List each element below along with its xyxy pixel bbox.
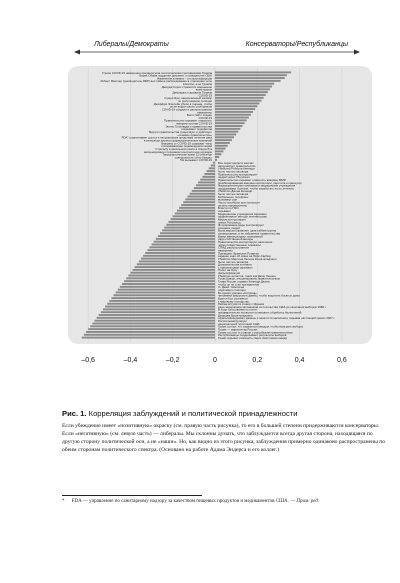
bar-label: 5G вызывает COVID-19 — [180, 158, 212, 163]
bar-label: COVID-19 — [198, 115, 212, 120]
bar — [156, 238, 215, 240]
figure-caption — [62, 409, 392, 419]
x-tick-label: –0,2 — [165, 357, 180, 364]
bar-label: по уничтожению полиции — [177, 98, 212, 103]
bar-label: Убийство Джона Кеннеди — [218, 189, 253, 194]
bar-label: Убийство артистов, таких как Джон Леннон — [218, 273, 276, 278]
bar-label: сильно преувеличено — [218, 203, 248, 208]
bar-label: ради задержания заложников из посольства США до окончания выборов 1980 г. — [218, 304, 327, 309]
bar-label: через лекарственные химикаты — [218, 242, 261, 247]
bar-label: Джорджа Буша-младшего — [218, 313, 253, 318]
bar-label: Внутри правительства существует и действует — [149, 130, 212, 135]
bar — [215, 125, 242, 127]
bar-label: Роберт Мюллер (руководитель ФБР) вел тайное расследование в отношении четы — [100, 79, 212, 84]
bar — [213, 162, 215, 164]
bar — [143, 255, 215, 257]
bar-label: Фармацевтические компании и медицинские учреждения — [218, 183, 296, 188]
bar — [215, 142, 230, 144]
bar — [99, 314, 215, 316]
bar — [188, 196, 215, 198]
bar-label: Правительство контролирует население — [218, 240, 273, 245]
bar-label: Медицинские учреждения скрывают — [218, 211, 267, 216]
bar-label: Трамп состоит в сговоре с российским правительством — [218, 330, 293, 335]
bar — [215, 131, 238, 133]
bar-label: Джеффри Эпштейн убили в тюрьме, чтобы — [153, 101, 212, 106]
bar — [147, 249, 215, 251]
bar-label: Правительство скрывает опасность — [164, 118, 212, 123]
axis-arrow-right-head — [354, 50, 360, 55]
bar — [196, 184, 215, 186]
bar — [122, 283, 215, 285]
bar — [181, 204, 215, 206]
bar-label: вызывают рак — [218, 197, 237, 202]
bar — [215, 80, 281, 82]
bar-label: к мировому господству — [218, 299, 249, 304]
bar — [164, 227, 215, 229]
bar — [215, 108, 255, 110]
bar — [215, 111, 253, 113]
axis-arrow-left-head — [74, 50, 80, 55]
header-right-label: Консерваторы/Республиканцы — [245, 41, 348, 48]
bar — [141, 258, 215, 260]
bar-label: Миром контролирует — [218, 217, 247, 222]
bar — [88, 328, 215, 330]
bar-label: Правительство скрывает опасность вакцины MMR — [218, 177, 286, 182]
bar — [126, 277, 215, 279]
bar-label: предварительно пытаются остановить обработку бюллетеней — [218, 310, 302, 315]
bar — [158, 235, 215, 237]
bar-label: сфальсифицировал данные о занятости населения, скрывая настоящий кризис 2007 г. — [218, 316, 335, 321]
bar-label: Правительство контролирует — [218, 172, 258, 177]
bar — [215, 91, 268, 93]
bar — [183, 201, 215, 203]
bar — [215, 71, 291, 73]
bar — [198, 181, 215, 183]
bar — [177, 210, 215, 212]
bar — [200, 179, 215, 181]
bar-label: Элиты Голливуда и правительства — [165, 124, 212, 129]
header-left-label: Либералы/Демократы — [94, 41, 169, 48]
footnote-divider — [62, 495, 202, 496]
bar-label: намеренно — [218, 248, 233, 253]
bar — [190, 193, 215, 195]
bar — [114, 294, 215, 296]
bar-label: Власти по ГМО — [218, 206, 239, 211]
bar-label: Доказательства контакта — [218, 262, 252, 267]
bar-label: он не выдал своих сообщников — [169, 104, 212, 109]
bar-label: Убийство Роберта Кеннеди — [218, 166, 255, 171]
bar — [128, 275, 215, 277]
bar-label: скрывают — [218, 208, 231, 213]
bar-label: (комбинированная вакцина против кори, паротита и краснухи) — [218, 180, 302, 185]
bar-label: вакцины против COVID-19 — [176, 121, 212, 126]
bar — [82, 337, 215, 339]
bar-label: Изменение климата – это мистификация — [157, 76, 212, 81]
bar — [135, 266, 215, 268]
bar-label: COVID-19 создали и распространили — [161, 107, 212, 112]
bar — [215, 74, 287, 76]
footnote — [62, 499, 392, 506]
bar-label: придумывают болезни, чтобы заработать на их лечении — [218, 186, 294, 191]
bar-label: заранее знал об атаке на Пёрл-Харбор — [218, 254, 271, 259]
bar — [116, 291, 215, 293]
bar — [215, 159, 217, 161]
bar-label: чиновники разрушили дамбы, чтобы защитить богатых дома — [218, 293, 300, 298]
bar — [215, 88, 270, 90]
bar — [103, 308, 215, 310]
bar-label: Клинтон, а не Трампа — [182, 82, 212, 87]
bar-label: заговорщиков, а не избранные правительства — [218, 231, 280, 236]
bar — [209, 167, 215, 169]
bar — [215, 119, 247, 121]
bar-label: Демократы скрывали Трампа — [172, 90, 212, 95]
bar — [211, 165, 215, 167]
bar-label: Рейган вступил в сговор с Ираном — [218, 302, 265, 307]
bar — [120, 286, 215, 288]
bar — [207, 170, 215, 172]
bar-label: Фторирование воды контролирует — [218, 223, 264, 228]
figure-label: Рис. 1. — [62, 409, 87, 418]
bar-label: Братья Кох стремятся — [218, 296, 248, 301]
bar-label: Существует национальный заговор — [164, 96, 212, 101]
bar — [160, 232, 215, 234]
bar-label: эффективные методы лечения рака — [218, 214, 267, 219]
bar-label: Убийство Мартина Лютера Кинга-младшего — [218, 256, 277, 261]
bar-label: О. Джей. Симпсона — [218, 285, 245, 290]
bar-label: фальсификация — [218, 271, 241, 276]
caption-body-text: Если убеждение имеет «позитивную» окраску (см. правую часть рисунка), то его в большей степени придерживаются консерваторы. Если «негативную» (см. левую часть) — либералы. Мы склонны думать, что заблуждается всегда другая сторона, находящаяся по другую сторону политической оси, а не «наши». Но, как видно из этого рисунка, заблуждения примерно одинаково распространены по обеим сторонам политического спектра. (Основано на работе Адама Эндерса и его коллег.) — [62, 423, 386, 453]
bar — [215, 77, 285, 79]
bar — [145, 252, 215, 254]
bar — [107, 303, 215, 305]
x-tick-label: 0,2 — [252, 357, 263, 364]
bar-label: национальной политикой США — [218, 321, 260, 326]
x-tick-label: 0,6 — [336, 357, 347, 364]
bar-label: Джордж Сорос стремится свержению — [161, 84, 212, 89]
bar — [215, 117, 249, 119]
bar-label: было частью заговора — [218, 192, 249, 197]
bar — [215, 102, 259, 104]
bar-label: инсценирует правительство — [218, 163, 256, 168]
bar — [171, 218, 215, 220]
bar — [192, 190, 215, 192]
bar — [215, 145, 228, 147]
bar-label: намеренно — [197, 110, 212, 115]
bar — [215, 122, 245, 124]
bar — [185, 198, 215, 200]
bar-label: Трамп скрывал опасность своих симптомов ковида — [218, 335, 287, 340]
bar — [124, 280, 215, 282]
bar-label: Трамп солгал, что заразился ковидом, чтобы выиграть выборы — [218, 324, 304, 329]
bar — [215, 86, 272, 88]
bar-label: инсценировали сторонники контроля над оружием — [143, 149, 212, 154]
bar-label: Число погибших при холокосте — [218, 200, 260, 205]
bar-label: Стрельбу в начальной школе в Сэнди-Хук — [155, 146, 212, 151]
bar-label: семья Ротшильд — [218, 220, 241, 225]
footnote-source: Прим. ред. — [296, 499, 320, 504]
bar — [84, 334, 215, 336]
bar-label: было частью заговора — [218, 169, 249, 174]
bar — [130, 272, 215, 274]
bar — [215, 128, 240, 130]
bar-label: В ходе голосования по почте — [218, 307, 257, 312]
bar-label: Барак Обама подделал документ о гражданстве США — [139, 73, 212, 78]
bar-label: чтобы он не стал президентом — [218, 282, 260, 287]
bar-label: было частью заговора — [218, 259, 249, 264]
bar — [215, 148, 226, 150]
bar — [215, 105, 257, 107]
bar-label: сознание людей — [218, 225, 240, 230]
bar-label: Всем миром управляет одна тайная группа — [218, 228, 277, 233]
bar — [204, 173, 215, 175]
bar — [137, 263, 215, 265]
bar-label: Террористические атаки 11 сентября — [162, 152, 212, 157]
bar — [105, 306, 215, 308]
bar-label: совершила не «Аль-Каида» — [174, 155, 212, 160]
bar — [109, 300, 215, 302]
bar — [97, 317, 215, 319]
bar-label: Республиканцы подделывают результаты выборов — [218, 333, 287, 338]
bar-label: Россия манипулирует — [218, 319, 248, 324]
bar — [92, 323, 215, 325]
bar — [194, 187, 215, 189]
bar-label: подставило полиция — [218, 287, 246, 292]
bar — [162, 229, 215, 231]
bar-label: Президент Франклин Рузвельт — [218, 251, 260, 256]
bar-label: Глава России отравил Кеннеди Джона — [218, 279, 270, 284]
bar-label: Тупак Шакур, инсценировано правительством — [218, 276, 280, 281]
x-tick-label: 0,4 — [294, 357, 305, 364]
bar-label: покрывают педофилов — [181, 127, 212, 132]
footnote-text: FDA — управление по санитарному надзору за качеством пищевых продуктов и медикаментов США. — — [71, 499, 297, 504]
bar-label: COVID-19 — [198, 93, 212, 98]
bar — [94, 320, 215, 322]
bar — [90, 325, 215, 327]
bar-label: Все перестрелки в школах — [218, 161, 254, 166]
bar-label: отслеживающие перемещения людей — [161, 144, 212, 149]
bar — [202, 176, 215, 178]
bar — [215, 153, 221, 155]
bar — [215, 150, 223, 152]
bar — [86, 331, 215, 333]
bar — [215, 94, 266, 96]
bar-label: СПИД распространили — [218, 245, 249, 250]
bar — [139, 260, 215, 262]
bar-label: Мобильные телефоны — [218, 194, 249, 199]
bar-label: FDA* ограничивает доступ к натуральным средствам лечения рака — [121, 135, 212, 140]
bar — [215, 139, 232, 141]
bar — [173, 215, 215, 217]
bar-label: Билл Гейтс создал — [186, 113, 212, 118]
bar — [166, 224, 215, 226]
bar — [215, 134, 236, 136]
bar-label: ради собственной выгоды — [218, 237, 254, 242]
bar-label: всем миром — [195, 87, 212, 92]
bar — [215, 156, 219, 158]
bar-label: «теневое правительство» — [177, 132, 212, 137]
bar — [215, 114, 251, 116]
bar — [215, 136, 234, 138]
bar — [118, 289, 215, 291]
bar-label: с пришельцами скрывают — [218, 265, 253, 270]
bar-label: людей через ТВ-сигнал — [218, 175, 250, 180]
bar — [149, 246, 215, 248]
bar — [111, 297, 215, 299]
bar — [175, 213, 215, 215]
bar — [154, 241, 215, 243]
x-tick-label: –0,4 — [123, 357, 138, 364]
x-tick-label: –0,6 — [81, 357, 95, 364]
bar — [152, 244, 215, 246]
bar-label: Во время урагана «Катрина» — [218, 290, 257, 295]
bar-label: Банки манипулируют экономикой — [218, 234, 263, 239]
bar-label: Угроза COVID-19 намеренно преувеличена политическими противниками Трампа — [102, 70, 212, 75]
bar — [168, 221, 215, 223]
bar — [215, 97, 264, 99]
x-tick-label: 0 — [213, 357, 217, 364]
footnote-mark: * — [62, 499, 65, 504]
bar-label: Трамп — марионетка России — [218, 327, 257, 332]
bar — [215, 83, 274, 85]
figure-title: Корреляция заблуждений и политической принадлежности — [88, 409, 298, 418]
bar — [133, 269, 215, 271]
bar-label: Полет на Луну — [218, 268, 238, 273]
bar-label: Вакцины от COVID-19 содержат чипы — [161, 141, 212, 146]
bar — [101, 311, 215, 313]
bar-label: в интересах крупных фармацевтических компаний — [143, 138, 212, 143]
bar — [215, 100, 262, 102]
bar — [179, 207, 215, 209]
